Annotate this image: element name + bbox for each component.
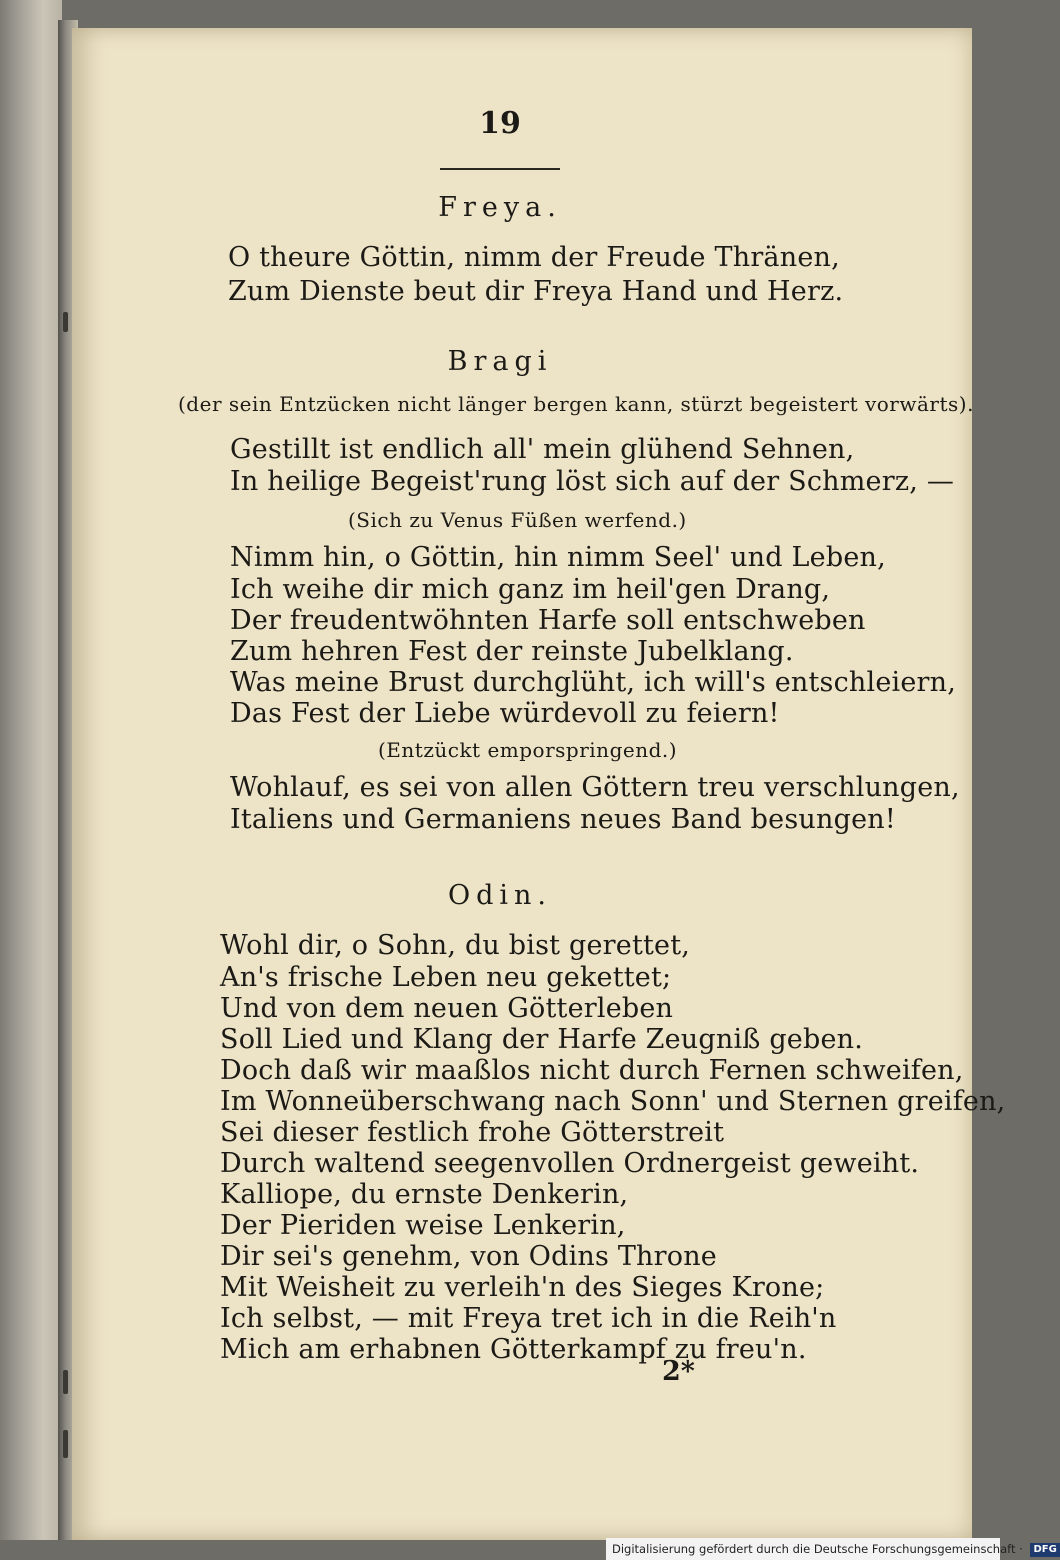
stage-direction: (Sich zu Venus Füßen werfend.) xyxy=(348,508,687,532)
verse-line: Und von dem neuen Götterleben xyxy=(220,993,674,1024)
verse-line: Nimm hin, o Göttin, hin nimm Seel' und Leben, xyxy=(230,542,886,573)
verse-line: Mich am erhabnen Götterkampf zu freu'n. xyxy=(220,1334,807,1365)
verse-line: Dir sei's genehm, von Odins Throne xyxy=(220,1241,717,1272)
speaker-freya: Freya. xyxy=(438,192,562,223)
stage-direction: (der sein Entzücken nicht länger bergen kann, stürzt begeistert vorwärts). xyxy=(178,392,974,416)
verse-line: Ich selbst, — mit Freya tret ich in die Reih'n xyxy=(220,1303,837,1334)
verse-line: In heilige Begeist'rung löst sich auf der Schmerz, — xyxy=(230,466,955,497)
verse-line: Der Pieriden weise Lenkerin, xyxy=(220,1210,626,1241)
digitization-footer xyxy=(606,1538,1057,1560)
verse-line: Durch waltend seegenvollen Ordnergeist geweiht. xyxy=(220,1148,920,1179)
page-number-rule xyxy=(440,168,560,170)
verse-line: Ich weihe dir mich ganz im heil'gen Drang, xyxy=(230,574,831,605)
verse-line: Gestillt ist endlich all' mein glühend Sehnen, xyxy=(230,434,855,465)
verse-line: Italiens und Germaniens neues Band besungen! xyxy=(230,804,896,835)
verse-line: Sei dieser festlich frohe Götterstreit xyxy=(220,1117,725,1148)
page-number: 19 xyxy=(479,106,521,141)
margin-mark xyxy=(63,1430,68,1458)
dfg-logo: DFG xyxy=(1030,1543,1059,1557)
verse-line: Zum Dienste beut dir Freya Hand und Herz. xyxy=(228,276,844,307)
verse-line: An's frische Leben neu gekettet; xyxy=(220,962,672,993)
speaker-odin: Odin. xyxy=(447,880,553,911)
verse-line: Doch daß wir maaßlos nicht durch Fernen schweifen, xyxy=(220,1055,964,1086)
signature-mark: 2* xyxy=(662,1356,695,1387)
footer-text: Digitalisierung gefördert durch die Deutsche Forschungsgemeinschaft xyxy=(612,1542,1016,1556)
verse-line: Was meine Brust durchglüht, ich will's entschleiern, xyxy=(230,667,957,698)
verse-line: Zum hehren Fest der reinste Jubelklang. xyxy=(230,636,794,667)
stage-direction: (Entzückt emporspringend.) xyxy=(378,738,678,762)
facing-page-edge xyxy=(0,0,62,1540)
verse-line: Der freudentwöhnten Harfe soll entschweben xyxy=(230,605,866,636)
verse-line: Mit Weisheit zu verleih'n des Sieges Krone; xyxy=(220,1272,825,1303)
verse-line: Soll Lied und Klang der Harfe Zeugniß geben. xyxy=(220,1024,864,1055)
verse-line: Wohlauf, es sei von allen Göttern treu verschlungen, xyxy=(230,772,960,803)
verse-line: Wohl dir, o Sohn, du bist gerettet, xyxy=(220,930,691,961)
verse-line: O theure Göttin, nimm der Freude Thränen, xyxy=(228,242,840,273)
verse-line: Im Wonneüberschwang nach Sonn' und Sternen greifen, xyxy=(220,1086,1006,1117)
verse-line: Das Fest der Liebe würdevoll zu feiern! xyxy=(230,698,780,729)
verse-line: Kalliope, du ernste Denkerin, xyxy=(220,1179,629,1210)
speaker-bragi: Bragi xyxy=(447,346,553,377)
margin-mark xyxy=(63,1370,68,1394)
footer-separator: · xyxy=(1019,1542,1023,1556)
margin-mark xyxy=(63,312,68,332)
